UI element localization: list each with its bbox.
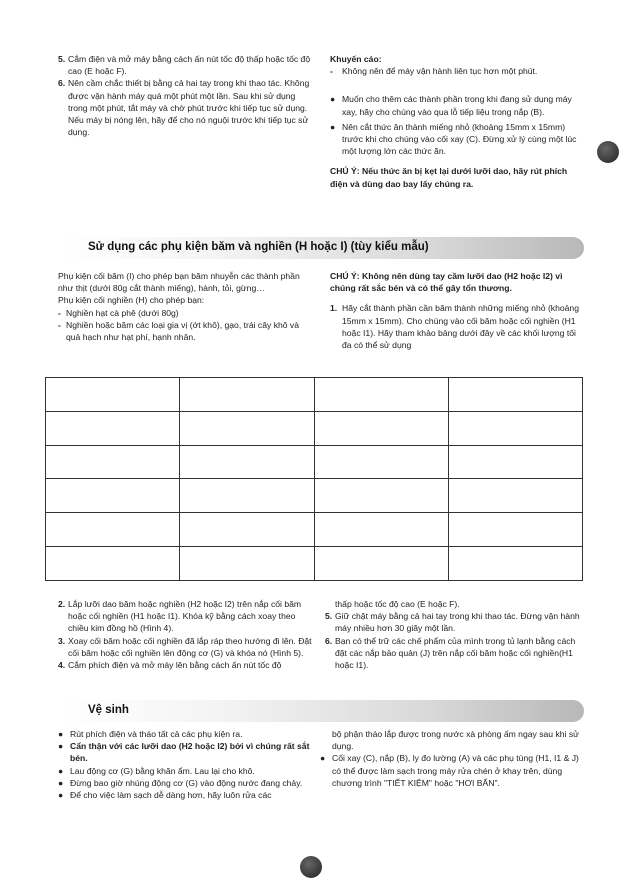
table-cell — [180, 547, 314, 581]
table-cell — [314, 411, 448, 445]
table-cell — [314, 547, 448, 581]
table-cell — [448, 445, 582, 479]
assembly-steps-right — [325, 598, 585, 671]
grinder-use-1: - Nghiền hạt cà phê (dưới 80g) — [58, 307, 179, 318]
step-3: 3. Xoay cối băm hoặc cối nghiền đã lắp ráp theo hướng đi lên. Đặt cối băm hoặc cối nghiền lên động cơ (G) và khóa nó (Hình 5). — [58, 635, 312, 658]
table-cell — [46, 378, 180, 412]
step-6: 6. Nên cầm chắc thiết bị bằng cả hai tay trong khi thao tác. Không được vận hành máy quá một phút một lần. Sau khi sử dụng trong một phút, tắt máy và chờ phút trước khi tiếp tục sử dụng. Nếu máy bị nóng lên, hãy để cho nó nguội trước khi tiếp tục sử dụng. — [58, 77, 313, 138]
step-2: 2. Lắp lưỡi dao băm hoặc nghiền (H2 hoặc I2) trên nắp cối băm hoặc cối nghiền (H1 hoặc I1). Khóa kỹ bằng cách xoay theo chiều kim đồng hồ (Hình 4). — [58, 599, 302, 634]
step-5-text: Cắm điện và mở máy bằng cách ấn nút tốc độ thấp hoặc tốc độ cao (E hoặc F). — [68, 54, 311, 77]
cleaning-continued: bộ phận tháo lắp được trong nước xà phòng ấm ngay sau khi sử dụng. — [332, 729, 579, 752]
grinder-use-2: - Nghiền hoặc băm các loại gia vị (ớt khô), gạo, trái cây khô và quả hạch như hạt phí, hạnh nhân. — [58, 319, 300, 343]
table-row — [46, 378, 583, 412]
table-row — [46, 445, 583, 479]
step-4-continued: thấp hoặc tốc độ cao (E hoặc F). — [335, 599, 460, 609]
advice-note: CHÚ Ý: Nếu thức ăn bị kẹt lại dưới lưỡi dao, hãy rút phích điện và dùng dao bay lấy chúng ra. — [330, 166, 568, 189]
table-cell — [46, 445, 180, 479]
step-6-text: Nên cầm chắc thiết bị bằng cả hai tay trong khi thao tác. Không được vận hành máy quá một phút một lần. Sau khi sử dụng trong một phút, tắt máy và chờ phút trước khi tiếp tục sử dụng. Nếu máy bị nóng lên, hãy để cho nó nguội trước khi tiếp tục sử dụng. — [68, 78, 310, 138]
section-title-cleaning: Vệ sinh — [88, 704, 129, 716]
table-cell — [448, 479, 582, 513]
table-row — [46, 547, 583, 581]
table-cell — [46, 479, 180, 513]
table-cell — [314, 378, 448, 412]
cleaning-item-2: ● Cẩn thận với các lưỡi dao (H2 hoặc I2) bởi vì chúng rất sắt bén. — [58, 741, 310, 764]
assembly-steps-left — [58, 598, 313, 671]
quantity-table — [45, 377, 583, 581]
table-row — [46, 411, 583, 445]
cleaning-item-3: ● Lau động cơ (G) bằng khăn ẩm. Lau lại cho khô. — [58, 765, 255, 776]
cleaning-item-1: ● Rút phích điện và tháo tất cả các phụ kiện ra. — [58, 729, 243, 739]
table-cell — [448, 378, 582, 412]
step-5-chopper: 5. Giữ chặt máy bằng cả hai tay trong khi thao tác. Đừng vận hành máy nhiều hơn 30 giây một lần. — [325, 611, 580, 634]
step-5: 5. Cắm điện và mở máy bằng cách ấn nút tốc độ thấp hoặc tốc độ cao (E hoặc F). — [58, 53, 313, 77]
table-cell — [448, 513, 582, 547]
step-6-chopper: 6. Bạn có thể trữ các chế phẩm của mình trong tủ lạnh bằng cách đặt các nắp bảo quản (J) trên nắp cối băm hoặc cối nghiền(H1 hoặc I1). — [325, 635, 576, 671]
section-bar-cleaning — [58, 700, 584, 722]
cleaning-item-6: ● Cối xay (C), nắp (B), ly đo lường (A) và các phụ tùng (H1, I1 & J) có thể được làm sạch trong máy rửa chén ở khay trên, dùng chương trình "TIẾT KIỆM" hoặc "HƠI BẤN". — [320, 753, 579, 788]
table-row — [46, 479, 583, 513]
table-cell — [180, 411, 314, 445]
grinder-description: Phụ kiện cối nghiền (H) cho phép bạn: — [58, 295, 205, 306]
table-cell — [180, 479, 314, 513]
accessories-instructions — [330, 270, 585, 351]
top-left-column — [58, 53, 313, 138]
advice-bullet-1: ● Muốn cho thêm các thành phần trong khi đang sử dụng máy xay, hãy cho chúng vào qua lỗ tiếp liệu trong nắp (B). — [330, 94, 572, 117]
advice-dash: - Không nên để máy vận hành liên tục hơn một phút. — [330, 66, 538, 77]
table-cell — [180, 378, 314, 412]
top-right-column — [330, 53, 585, 190]
table-cell — [314, 479, 448, 513]
table-cell — [46, 411, 180, 445]
cleaning-item-5: ● Để cho việc làm sạch dễ dàng hơn, hãy luôn rửa các — [58, 790, 272, 801]
table-cell — [180, 513, 314, 547]
section-title-accessories: Sử dụng các phụ kiện băm và nghiền (H hoặc I) (tùy kiểu mẫu) — [88, 241, 429, 253]
page-number-marker — [300, 856, 322, 878]
page-tab-marker — [597, 141, 619, 163]
table-cell — [46, 513, 180, 547]
table-row — [46, 513, 583, 547]
table-cell — [180, 445, 314, 479]
table-cell — [314, 513, 448, 547]
chopper-description: Phụ kiện cối băm (I) cho phép bạn băm nhuyễn các thành phần như thịt (dưới 80g cắt thành miếng), hành, tỏi, gừng… — [58, 271, 300, 294]
advice-heading: Khuyến cáo: — [330, 54, 382, 64]
table-cell — [448, 547, 582, 581]
step-4: 4. Cắm phích điện và mở máy lên bằng cách ấn nút tốc độ — [58, 660, 282, 671]
table-cell — [46, 547, 180, 581]
table-cell — [314, 445, 448, 479]
cleaning-right — [320, 728, 585, 789]
cleaning-left — [58, 728, 313, 801]
table-cell — [448, 411, 582, 445]
advice-bullet-2: ● Nên cắt thức ăn thành miếng nhỏ (khoảng 15mm x 15mm) trước khi cho chúng vào cối xay (C). Đừng xử lý cùng một lúc một lượng lớn các thức ăn. — [330, 121, 577, 157]
step-1: 1. Hãy cắt thành phần cần băm thành những miếng nhỏ (khoảng 15mm x 15mm). Cho chúng vào cối băm hoặc cối nghiền (H1 hoặc I1). Hãy tham khảo bảng dưới đây về các khối lượng tối đa có thể sử dụng — [330, 303, 579, 351]
accessories-intro — [58, 270, 313, 343]
blade-warning: CHÚ Ý: Không nên dùng tay cầm lưỡi dao (H2 hoặc I2) vì chúng rất sắc bén và có thể gây tổn thương. — [330, 271, 563, 294]
cleaning-item-4: ● Đừng bao giờ nhúng động cơ (G) vào động nước đang chảy. — [58, 777, 303, 788]
